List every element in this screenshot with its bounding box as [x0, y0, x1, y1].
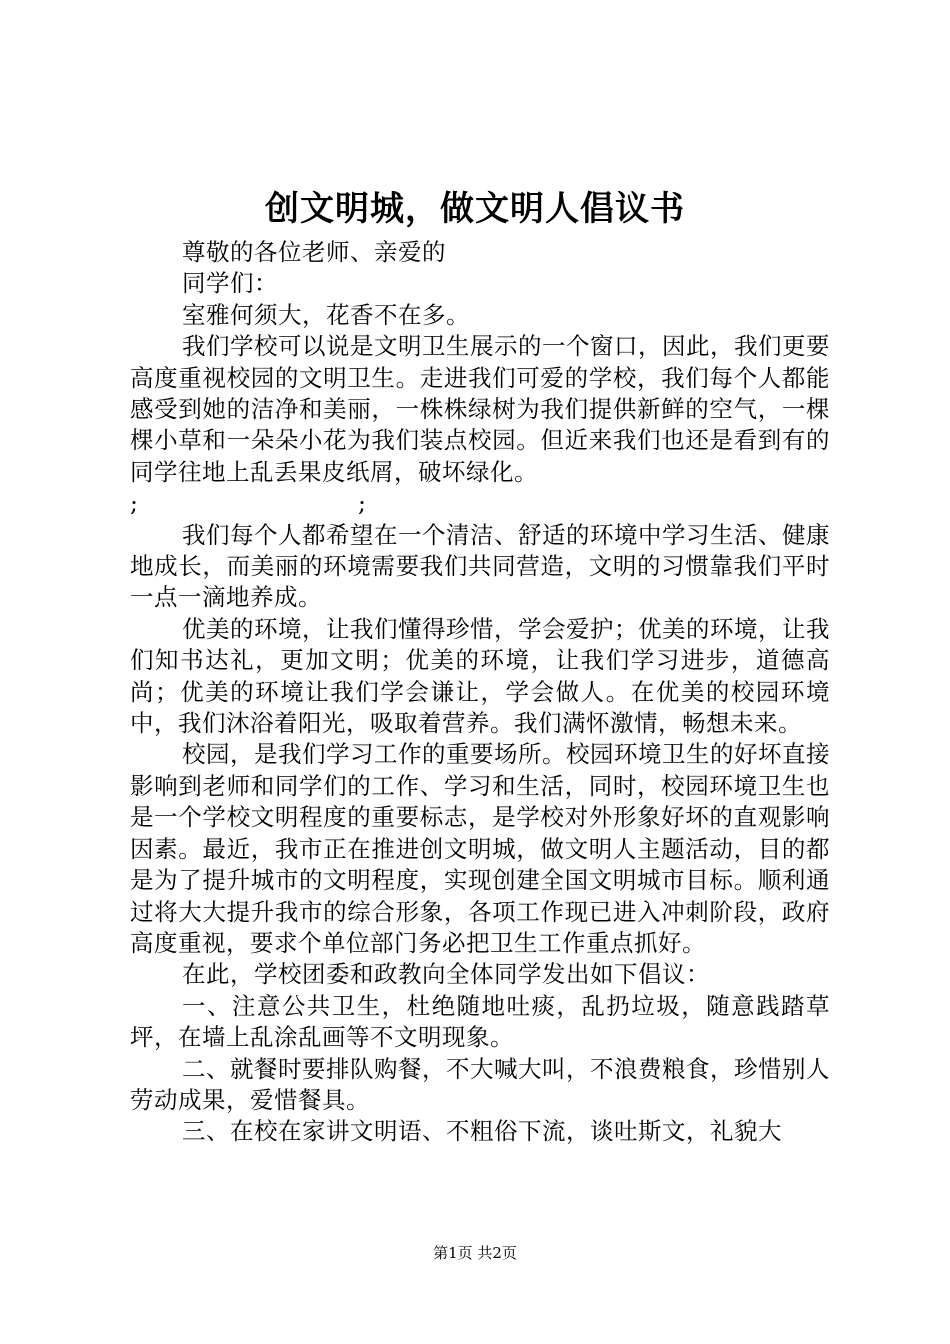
- separator-left: ;: [130, 489, 139, 518]
- proposal-item-3: 三、在校在家讲文明语、不粗俗下流，谈吐斯文，礼貌大: [182, 1117, 782, 1146]
- separator-right: ;: [358, 489, 367, 518]
- paragraph-beautiful-environment: 优美的环境，让我们懂得珍惜，学会爱护；优美的环境，让我们知书达礼，更加文明；优美的环境，让我们学习进步，道德高尚；优美的环境让我们学会谦让，学会做人。在优美的校园环境中，我们沐浴着阳光，吸取着营养。我们满怀激情，畅想未来。: [130, 614, 830, 738]
- proposal-item-1: 一、注意公共卫生，杜绝随地吐痰，乱扔垃圾，随意践踏草坪，在墙上乱涂乱画等不文明现象。: [130, 991, 830, 1052]
- paragraph-clean-environment: 我们每个人都希望在一个清洁、舒适的环境中学习生活、健康地成长，而美丽的环境需要我们共同营造，文明的习惯靠我们平时一点一滴地养成。: [130, 520, 830, 612]
- salutation-line-1: 尊敬的各位老师、亲爱的: [182, 238, 446, 266]
- paragraph-quote: 室雅何须大，花香不在多。: [182, 300, 470, 329]
- paragraph-campus: 校园，是我们学习工作的重要场所。校园环境卫生的好坏直接影响到老师和同学们的工作、学习和生活，同时，校园环境卫生也是一个学校文明程度的重要标志，是学校对外形象好坏的直观影响因素。最近，我市正在推进创文明城，做文明人主题活动，目的都是为了提升城市的文明程度，实现创建全国文明城市目标。顺利通过将大大提升我市的综合形象，各项工作现已进入冲刺阶段，政府高度重视，要求个单位部门务必把卫生工作重点抓好。: [130, 740, 830, 957]
- page-number-footer: 第1页 共2页: [433, 1244, 517, 1262]
- document-title: 创文明城，做文明人倡议书: [265, 189, 685, 229]
- paragraph-proposal-intro: 在此，学校团委和政教向全体同学发出如下倡议：: [182, 960, 710, 989]
- paragraph-school-window: 我们学校可以说是文明卫生展示的一个窗口，因此，我们更要高度重视校园的文明卫生。走进我们可爱的学校，我们每个人都能感受到她的洁净和美丽，一株株绿树为我们提供新鲜的空气，一棵棵小草和一朵朵小花为我们装点校园。但近来我们也还是看到有的同学往地上乱丢果皮纸屑，破坏绿化。: [130, 332, 830, 486]
- document-body: [130, 237, 830, 1148]
- separator-line: [130, 488, 830, 519]
- salutation-line-2: 同学们：: [182, 269, 278, 298]
- proposal-item-2: 二、就餐时要排队购餐，不大喊大叫，不浪费粮食，珍惜别人劳动成果，爱惜餐具。: [130, 1054, 830, 1114]
